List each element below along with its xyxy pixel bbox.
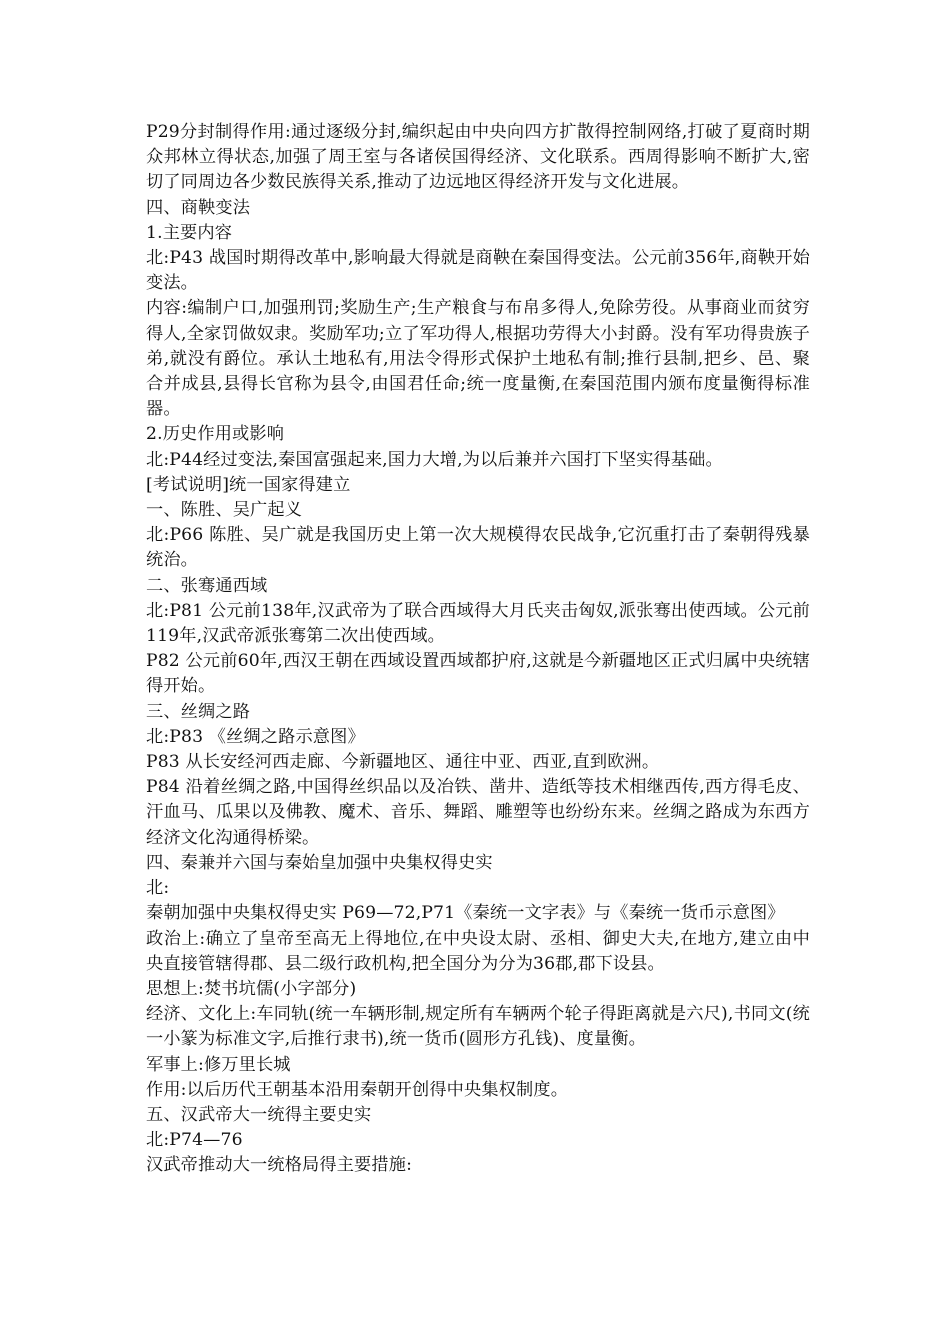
heading-han-wudi: 五、汉武帝大一统得主要史实	[146, 1104, 372, 1125]
heading-exam-unified-state: [考试说明]统一国家得建立	[146, 474, 351, 495]
paragraph-effect: 作用:以后历代王朝基本沿用秦朝开创得中央集权制度。	[146, 1079, 569, 1100]
heading-qin-unification: 四、秦兼并六国与秦始皇加强中央集权得史实	[146, 852, 493, 873]
subheading-historical-impact: 2.历史作用或影响	[146, 424, 285, 445]
paragraph-economic-cultural: 经济、文化上:车同轨(统一车辆形制,规定所有车辆两个轮子得距离就是六尺),书同文(统一小篆为标准文字,后推行隶书),统一货币(圆形方孔钱)、度量衡。	[146, 1004, 810, 1050]
paragraph-p43: 北:P43 战国时期得改革中,影响最大得就是商鞅在秦国得变法。公元前356年,商鞅开始变法。	[146, 248, 810, 294]
paragraph-p74-76: 北:P74—76	[146, 1130, 243, 1151]
paragraph-military: 军事上:修万里长城	[146, 1054, 291, 1075]
heading-silk-road: 三、丝绸之路	[146, 701, 251, 722]
paragraph-p82: P82 公元前60年,西汉王朝在西域设置西域都护府,这就是今新疆地区正式归属中央统辖得开始。	[146, 651, 810, 697]
heading-shangyang-reform: 四、商鞅变法	[146, 197, 251, 218]
paragraph-p66: 北:P66 陈胜、吴广就是我国历史上第一次大规模得农民战争,它沉重打击了秦朝得残暴统治。	[146, 525, 810, 571]
document-body	[146, 120, 810, 1179]
paragraph-ideological: 思想上:焚书坑儒(小字部分)	[146, 978, 357, 999]
subheading-main-content: 1.主要内容	[146, 222, 233, 243]
paragraph-fengjian-role: P29分封制得作用:通过逐级分封,编织起由中央向四方扩散得控制网络,打破了夏商时期众邦林立得状态,加强了周王室与各诸侯国得经济、文化联系。西周得影响不断扩大,密切了同周边各少数民族得关系,推动了边远地区得经济开发与文化进展。	[146, 122, 810, 193]
paragraph-p83-map: 北:P83 《丝绸之路示意图》	[146, 726, 365, 747]
paragraph-p44: 北:P44经过变法,秦国富强起来,国力大增,为以后兼并六国打下坚实得基础。	[146, 449, 723, 470]
paragraph-political: 政治上:确立了皇帝至高无上得地位,在中央设太尉、丞相、御史大夫,在地方,建立由中央直接管辖得郡、县二级行政机构,把全国分为分为36郡,郡下设县。	[146, 928, 810, 974]
paragraph-p84: P84 沿着丝绸之路,中国得丝织品以及冶铁、凿井、造纸等技术相继西传,西方得毛皮、汗血马、瓜果以及佛教、魔术、音乐、舞蹈、雕塑等也纷纷东来。丝绸之路成为东西方经济文化沟通得桥梁。	[146, 777, 810, 848]
heading-zhangqian: 二、张骞通西域	[146, 575, 268, 596]
label-bei: 北:	[146, 878, 170, 899]
paragraph-p83-route: P83 从长安经河西走廊、今新疆地区、通往中亚、西亚,直到欧洲。	[146, 752, 660, 773]
paragraph-han-measures: 汉武帝推动大一统格局得主要措施:	[146, 1155, 413, 1176]
paragraph-qin-centralization: 秦朝加强中央集权得史实 P69—72,P71《秦统一文字表》与《秦统一货币示意图》	[146, 903, 785, 924]
paragraph-reform-content: 内容:编制户口,加强刑罚;奖励生产;生产粮食与布帛多得人,免除劳役。从事商业而贫穷得人,全家罚做奴隶。奖励军功;立了军功得人,根据功劳得大小封爵。没有军功得贵族子弟,就没有爵位。承认土地私有,用法令得形式保护土地私有制;推行县制,把乡、邑、聚合并成县,县得长官称为县令,由国君任命;统一度量衡,在秦国范围内颁布度量衡得标准器。	[146, 298, 810, 420]
heading-chensheng-wuguang: 一、陈胜、吴广起义	[146, 500, 303, 521]
paragraph-p81: 北:P81 公元前138年,汉武帝为了联合西域得大月氏夹击匈奴,派张骞出使西域。公元前119年,汉武帝派张骞第二次出使西域。	[146, 600, 810, 647]
